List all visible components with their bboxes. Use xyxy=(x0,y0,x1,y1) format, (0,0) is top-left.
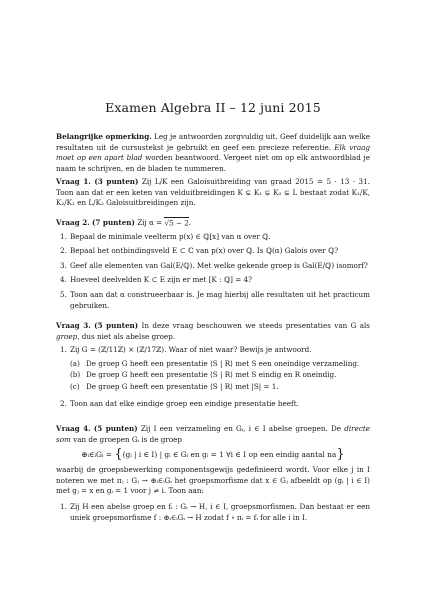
q3-list-2 xyxy=(56,399,370,410)
q1-points: (3 punten) xyxy=(94,177,139,186)
q2-sqrt: √5 − 2 xyxy=(164,218,189,227)
q2-label: Vraag 2. xyxy=(56,218,90,227)
item-text: De groep G heeft een presentatie ⟨S | R⟩ met |S| = 1. xyxy=(86,381,279,391)
page-title: Examen Algebra II – 12 juni 2015 xyxy=(105,100,321,115)
q4-text-2: van de groepen Gᵢ is de groep xyxy=(70,434,183,444)
list-item xyxy=(56,232,370,243)
item-number: 2. xyxy=(60,246,67,256)
direct-sum-formula: ⊕ᵢ∈ᵢGᵢ = {(gᵢ | i ∈ I) | gᵢ ∈ Gᵢ en gᵢ = 1 ∀i ∈ I op een eindig aantal na} xyxy=(81,447,345,463)
item-text: Toon aan dat α construeerbaar is. Je mag hierbij alle resultaten uit het practicum gebruiken. xyxy=(70,289,370,310)
question-4 xyxy=(56,424,370,523)
item-text: Zij G = (ℤ/11ℤ) × (ℤ/17ℤ). Waar of niet waar? Bewijs je antwoord. xyxy=(70,345,312,355)
item-number: (b) xyxy=(70,370,81,380)
question-2 xyxy=(56,218,370,311)
q3-text-2: , dus niet als abelse groep. xyxy=(77,331,176,341)
list-item xyxy=(56,275,370,286)
remark-text-2: worden beantwoord. Vergeet niet om op elk antwoordblad je naam te schrijven, en de bladen te nummeren. xyxy=(56,153,370,173)
q1-text: Zij L/K een Galoisuitbreiding van graad 2015 = 5 · 13 · 31. Toon aan dat er een keten van velduitbreidingen K ⊊ K₁ ⊊ K₂ ⊊ L bestaat zodat K₁/K, K₂/K₁ en L/K₂ Galoisuitbreidingen zijn. xyxy=(56,177,370,208)
item-text: Zij H een abelse groep en fᵢ : Gᵢ → H, i ∈ I, groepsmorfismen. Dan bestaat er een uniek groepsmorfisme f : ⊕ᵢ∈ᵢGᵢ → H zodat f ∘ πᵢ = fᵢ for alle i in I. xyxy=(70,501,370,522)
item-number: 5. xyxy=(60,289,67,299)
item-number: 1. xyxy=(60,501,67,511)
list-item xyxy=(56,359,370,370)
item-text: Bepaal de minimale veelterm p(x) ∈ ℚ[x] van α over ℚ. xyxy=(70,231,271,241)
list-item xyxy=(56,370,370,381)
item-number: 1. xyxy=(60,231,67,241)
item-text: Geef alle elementen van Gal(E/ℚ). Met welke gekende groep is Gal(E/ℚ) isomorf? xyxy=(70,260,368,270)
item-text: Hoeveel deelvelden K ⊂ E zijn er met [K : ℚ] = 4? xyxy=(70,275,252,285)
item-text: De groep G heeft een presentatie ⟨S | R⟩ met S eindig en R oneindig. xyxy=(86,370,337,380)
q2-intro-end: . xyxy=(188,218,192,227)
q2-list xyxy=(56,232,370,312)
item-text: De groep G heeft een presentatie ⟨S | R⟩ met S een oneindige verzameling. xyxy=(86,358,360,368)
q3-label: Vraag 3. xyxy=(56,321,91,330)
question-1 xyxy=(56,177,370,209)
formula-body: (gᵢ | i ∈ I) | gᵢ ∈ Gᵢ en gᵢ = 1 ∀i ∈ I op een eindig aantal na xyxy=(122,450,337,460)
q3-list xyxy=(56,345,370,356)
q4-after: waarbij de groepsbewerking componentsgewijs gedefinieerd wordt. Voor elke j in I noteren we met πⱼ : Gⱼ → ⊕ᵢ∈ᵢGᵢ het groepsmorfisme dat x ∈ Gⱼ afbeeldt op (gᵢ | i ∈ I) met gⱼ = x en gᵢ = 1 voor j ≠ i. Toon aan: xyxy=(56,465,370,496)
list-item xyxy=(56,246,370,257)
item-text: Bepaal het ontbindingsveld E ⊂ ℂ van p(x) over ℚ. Is ℚ(α) Galois over ℚ? xyxy=(70,246,339,256)
remark-label: Belangrijke opmerking. xyxy=(56,132,152,141)
q4-points: (5 punten) xyxy=(93,424,138,433)
item-number: 2. xyxy=(60,398,67,408)
list-item xyxy=(56,261,370,272)
question-3 xyxy=(56,321,370,409)
remark-text-1: Leg je antwoorden zorgvuldig uit. Geef duidelijk aan welke resultaten uit de cursustekst je gebruikt en geef een precieze referentie. xyxy=(56,132,370,152)
q4-emph: directe som xyxy=(56,424,370,444)
item-number: (c) xyxy=(70,381,80,391)
q3-text-1: In deze vraag beschouwen we steeds presentaties van G als xyxy=(138,321,370,330)
list-item xyxy=(56,502,370,523)
q4-label: Vraag 4. xyxy=(56,424,91,433)
item-number: 4. xyxy=(60,275,67,285)
item-text: Toon aan dat elke eindige groep een eindige presentatie heeft. xyxy=(70,398,299,408)
list-item xyxy=(56,382,370,393)
q2-intro: Zij α = xyxy=(134,218,165,227)
q3-sublist xyxy=(56,359,370,393)
q4-text-1: Zij I een verzameling en Gᵢ, i ∈ I abelse groepen. De xyxy=(137,424,345,433)
item-number: 3. xyxy=(60,260,67,270)
q2-points: (7 punten) xyxy=(92,218,135,227)
q1-label: Vraag 1. xyxy=(56,177,91,186)
formula-left: ⊕ᵢ∈ᵢGᵢ = xyxy=(81,450,115,460)
list-item xyxy=(56,345,370,356)
remark-emph: Elk vraag moet op een apart blad xyxy=(56,142,370,163)
q3-emph: groep xyxy=(56,331,78,341)
q3-points: (5 punten) xyxy=(94,321,139,330)
remark-block xyxy=(56,132,370,174)
list-item xyxy=(56,399,370,410)
q4-list xyxy=(56,502,370,523)
item-number: 1. xyxy=(60,345,67,355)
list-item xyxy=(56,290,370,311)
item-number: (a) xyxy=(70,358,80,368)
